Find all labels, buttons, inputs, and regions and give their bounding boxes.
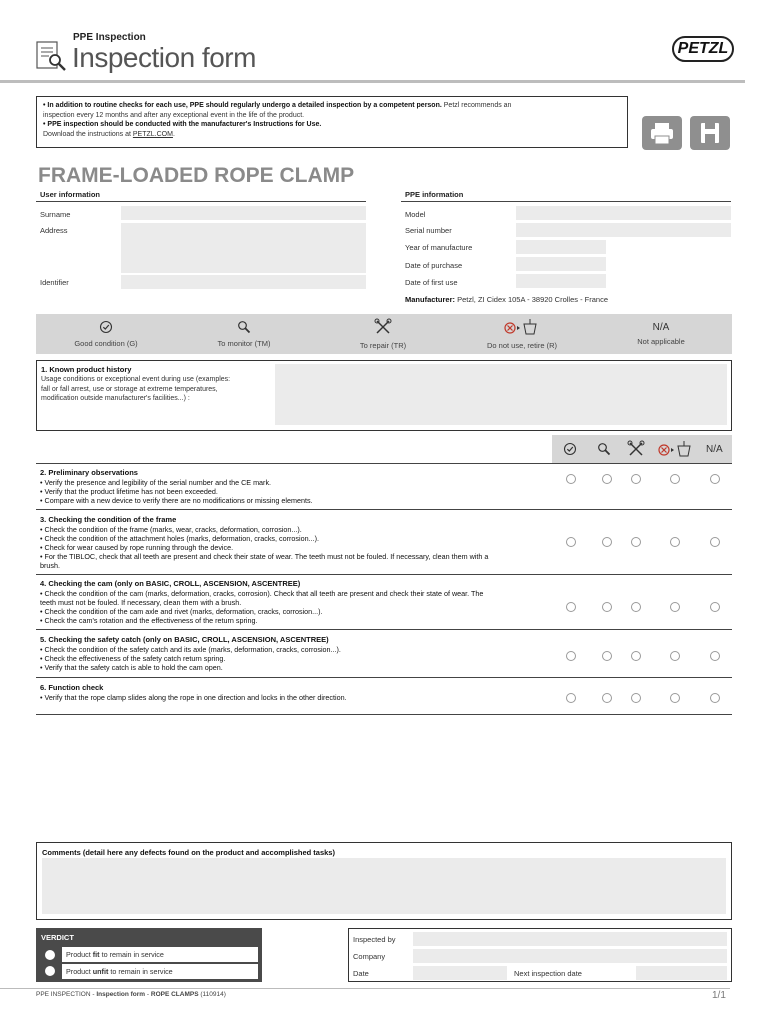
radio-retire[interactable] <box>670 474 680 484</box>
next-date-label: Next inspection date <box>514 969 582 978</box>
section-line: • Check the effectiveness of the safety catch return spring. <box>40 654 226 663</box>
brand-text: PETZL <box>677 40 729 57</box>
radio-retire[interactable] <box>670 537 680 547</box>
legend-label: Do not use, retire (R) <box>486 341 558 350</box>
legend-label: Not applicable <box>637 337 685 346</box>
section-line: • Check the condition of the frame (marks, wear, cracks, deformation, corrosion...). <box>40 525 302 534</box>
footer-category: ROPE CLAMPS <box>150 991 199 998</box>
date-field[interactable] <box>413 966 507 980</box>
manufacturer-value: Petzl, ZI Cidex 105A - 38920 Crolles - France <box>457 295 609 304</box>
address-label: Address <box>40 226 68 235</box>
check-icon <box>99 320 113 334</box>
surname-label: Surname <box>40 210 71 219</box>
identifier-field[interactable] <box>121 275 366 289</box>
tools-icon <box>374 318 392 336</box>
verdict-unfit-radio[interactable] <box>45 966 55 976</box>
radio-na[interactable] <box>710 693 720 703</box>
ppe-info-rule <box>401 201 731 202</box>
radio-monitor[interactable] <box>602 474 612 484</box>
section-title: 6. Function check <box>40 683 104 692</box>
legend-na <box>601 314 721 354</box>
footer-rule <box>0 988 730 989</box>
header-kicker: PPE Inspection <box>73 32 146 43</box>
legend-monitor <box>184 314 304 354</box>
section-frame <box>36 511 732 575</box>
product-title: FRAME-LOADED ROPE CLAMP <box>38 164 355 187</box>
legend-retire <box>462 314 582 354</box>
next-date-field[interactable] <box>636 966 727 980</box>
history-title: 1. Known product history <box>41 365 132 374</box>
section-lines <box>40 589 555 625</box>
section-title: 3. Checking the condition of the frame <box>40 515 177 524</box>
comments-title: Comments (detail here any defects found on the product and accomplished tasks) <box>42 848 335 857</box>
surname-field[interactable] <box>121 206 366 220</box>
section-preliminary <box>36 464 732 510</box>
section-line: • Compare with a new device to verify there are no modifications or missing elements. <box>40 496 313 505</box>
first-use-label: Date of first use <box>405 278 458 287</box>
section-line: • Verify that the safety catch is able to hold the cam open. <box>40 663 223 672</box>
section-line: • For the TIBLOC, check that all teeth are present and check their state of wear. The teeth must not be fouled. If necessary, clean them with a <box>40 552 489 561</box>
history-text-line: Usage conditions or exceptional event during use (examples: <box>41 376 231 383</box>
section-line: • Verify the presence and legibility of the serial number and the CE mark. <box>40 478 272 487</box>
history-text <box>41 375 230 404</box>
history-text-line: modification outside manufacturer's facilities...) : <box>41 395 190 402</box>
section-title: 2. Preliminary observations <box>40 468 138 477</box>
radio-repair[interactable] <box>631 651 641 661</box>
section-line: teeth must not be fouled. If necessary, clean them with a brush. <box>40 598 242 607</box>
radio-monitor[interactable] <box>602 602 612 612</box>
radio-repair[interactable] <box>631 474 641 484</box>
company-field[interactable] <box>413 949 727 963</box>
radio-na[interactable] <box>710 602 720 612</box>
notice-line1-rest: Petzl recommends an <box>441 102 512 109</box>
year-label: Year of manufacture <box>405 243 473 252</box>
company-label: Company <box>353 952 386 961</box>
column-tools-icon <box>627 440 645 458</box>
radio-good[interactable] <box>566 602 576 612</box>
verdict-fit-bold: fit <box>92 950 100 959</box>
section-line: • Check for wear caused by rope running through the device. <box>40 543 234 552</box>
radio-good[interactable] <box>566 537 576 547</box>
history-field[interactable] <box>275 364 727 425</box>
verdict-unfit-row <box>62 964 258 979</box>
radio-monitor[interactable] <box>602 651 612 661</box>
notice-line4-post: . <box>172 130 175 138</box>
page-title: Inspection form <box>72 42 256 73</box>
retire-icon <box>502 318 542 336</box>
column-retire-icon <box>656 440 696 458</box>
serial-label: Serial number <box>405 226 452 235</box>
section-title: 4. Checking the cam (only on BASIC, CROLL, ASCENSION, ASCENTREE) <box>40 579 301 588</box>
verdict-fit-radio[interactable] <box>45 950 55 960</box>
inspected-by-field[interactable] <box>413 932 727 946</box>
radio-good[interactable] <box>566 474 576 484</box>
section-line: • Check the cam's rotation and the effectiveness of the return spring. <box>40 616 258 625</box>
column-magnifier-icon <box>597 442 611 456</box>
radio-repair[interactable] <box>631 693 641 703</box>
section-cam <box>36 576 732 630</box>
section-safety-catch <box>36 631 732 678</box>
footer-mid: - <box>145 991 151 998</box>
radio-repair[interactable] <box>631 602 641 612</box>
legend-good <box>46 314 166 354</box>
na-icon: N/A <box>652 322 670 333</box>
floppy-disk-icon <box>690 116 730 150</box>
notice-line3: • PPE inspection should be conducted with the manufacturer's Instructions for Use. <box>43 121 322 128</box>
model-label: Model <box>405 210 426 219</box>
radio-monitor[interactable] <box>602 537 612 547</box>
manufacturer-line <box>405 295 608 304</box>
section-line: brush. <box>40 561 60 570</box>
print-button[interactable] <box>642 116 682 150</box>
first-use-field[interactable] <box>516 274 606 288</box>
footer-text <box>36 991 226 998</box>
date-label: Date <box>353 969 369 978</box>
notice-line4-pre: Download the instructions at <box>43 130 133 138</box>
legend-label: To monitor (TM) <box>217 339 271 348</box>
address-field[interactable] <box>121 223 366 273</box>
section-lines <box>40 525 555 570</box>
notice-line1-bold: • In addition to routine checks for each use, PPE should regularly undergo a detailed inspection by a competent person. <box>43 102 442 109</box>
radio-monitor[interactable] <box>602 693 612 703</box>
radio-na[interactable] <box>710 651 720 661</box>
verdict-title: VERDICT <box>41 933 74 942</box>
page-number: 1/1 <box>712 990 726 1001</box>
petzl-link[interactable]: PETZL.COM <box>132 130 173 138</box>
section-line: • Verify that the rope clamp slides along the rope in one direction and locks in the other direction. <box>40 693 347 702</box>
year-field[interactable] <box>516 240 606 254</box>
legend-label: To repair (TR) <box>359 341 407 350</box>
notice-line2: inspection every 12 months and after any exceptional event in the life of the product. <box>43 111 305 119</box>
radio-na[interactable] <box>710 537 720 547</box>
section-lines <box>40 693 555 702</box>
section-line: • Check the condition of the cam axle and rivet (marks, deformation, cracks, corrosion...). <box>40 607 323 616</box>
identifier-label: Identifier <box>40 278 69 287</box>
comments-box <box>36 842 732 920</box>
manufacturer-label: Manufacturer: <box>405 295 456 304</box>
purchase-field[interactable] <box>516 257 606 271</box>
verdict-box <box>36 928 262 982</box>
section-title: 5. Checking the safety catch (only on BASIC, CROLL, ASCENSION, ASCENTREE) <box>40 635 329 644</box>
radio-retire[interactable] <box>670 693 680 703</box>
section-lines <box>40 645 555 672</box>
footer-code: (110914) <box>198 991 226 998</box>
save-button[interactable] <box>690 116 730 150</box>
radio-na[interactable] <box>710 474 720 484</box>
user-info-rule <box>36 201 366 202</box>
section-line: • Verify that the product lifetime has not been exceeded. <box>40 487 218 496</box>
radio-retire[interactable] <box>670 602 680 612</box>
verdict-unfit-post: to remain in service <box>108 967 173 976</box>
verdict-unfit-bold: unfit <box>92 967 109 976</box>
footer-form: Inspection form <box>96 991 146 998</box>
section-line: • Check the condition of the safety catch and its axle (marks, deformation, cracks, corrosion...). <box>40 645 341 654</box>
history-box <box>36 360 732 431</box>
footer-pre: PPE INSPECTION - <box>36 991 97 998</box>
radio-retire[interactable] <box>670 651 680 661</box>
model-field[interactable] <box>516 206 731 220</box>
section-function <box>36 679 732 715</box>
legend-repair <box>323 314 443 354</box>
printer-icon <box>642 116 682 150</box>
section-line: • Check the condition of the attachment holes (marks, deformation, cracks, corrosion...). <box>40 534 319 543</box>
magnifier-icon <box>237 320 251 334</box>
inspected-by-label: Inspected by <box>353 935 396 944</box>
comments-field[interactable] <box>42 858 726 914</box>
section-line: • Check the condition of the cam (marks, deformation, cracks, corrosion). Check that all teeth are present and check their state of wear. The <box>40 589 484 598</box>
legend-label: Good condition (G) <box>74 339 138 348</box>
legend-band <box>36 314 732 354</box>
radio-repair[interactable] <box>631 537 641 547</box>
ppe-info-heading: PPE information <box>405 190 464 199</box>
verdict-fit-post: to remain in service <box>99 950 164 959</box>
column-check-icon <box>563 442 577 456</box>
verdict-unfit-pre: Product <box>66 967 93 976</box>
radio-good[interactable] <box>566 651 576 661</box>
signoff-box <box>348 928 732 982</box>
purchase-label: Date of purchase <box>405 261 463 270</box>
radio-good[interactable] <box>566 693 576 703</box>
petzl-logo <box>672 36 734 62</box>
history-text-line: fall or fall arrest, use or storage at extreme temperatures, <box>41 385 218 393</box>
notice-box <box>36 96 628 148</box>
serial-field[interactable] <box>516 223 731 237</box>
verdict-fit-row <box>62 947 258 962</box>
verdict-fit-pre: Product <box>66 950 93 959</box>
column-na: N/A <box>706 444 723 455</box>
user-info-heading: User information <box>40 190 101 199</box>
form-icon <box>35 40 67 72</box>
header-rule <box>0 80 745 83</box>
section-lines <box>40 478 555 505</box>
